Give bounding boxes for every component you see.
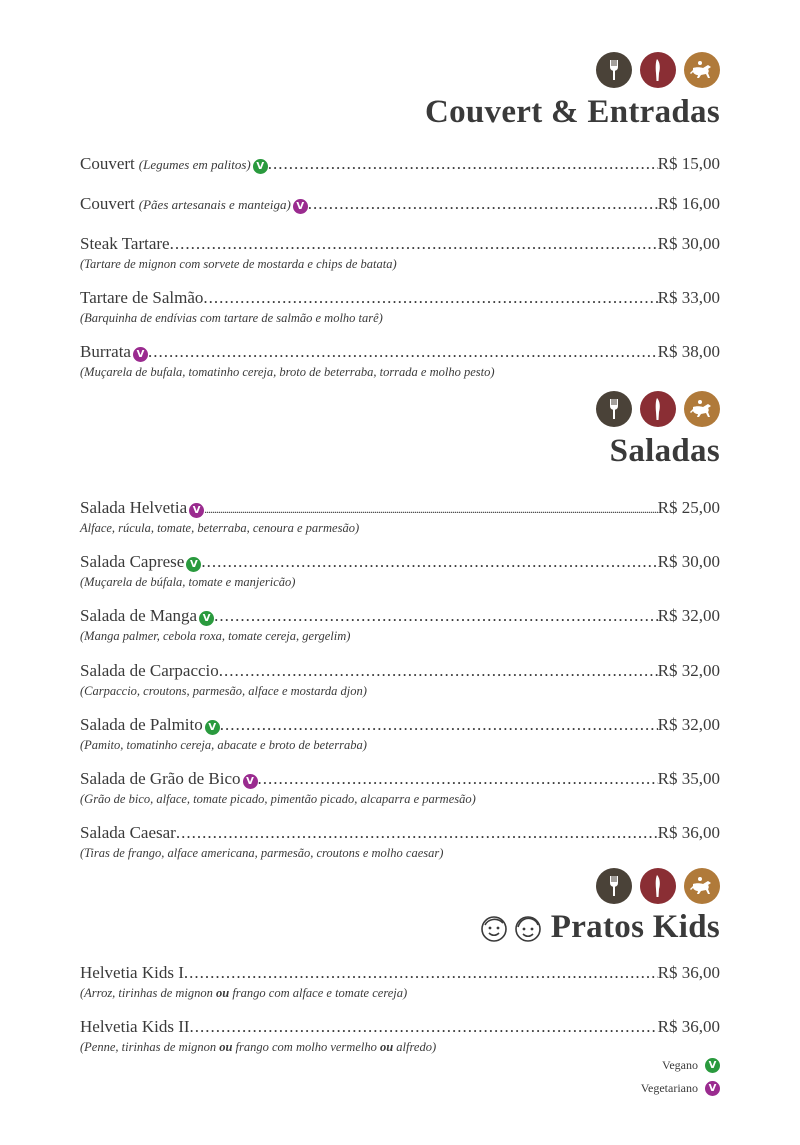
item-description: (Muçarela de bufala, tomatinho cereja, broto de beterraba, torrada e molho pesto) (80, 365, 495, 379)
legend-vegan (662, 1058, 720, 1073)
item-note: (Legumes em palitos) (138, 157, 251, 172)
item-description: (Tiras de frango, alface americana, parmesão, croutons e molho caesar) (80, 846, 444, 860)
menu-item (80, 769, 720, 807)
section-title: Couvert & Entradas (424, 94, 720, 130)
item-note: (Pães artesanais e manteiga) (138, 197, 291, 212)
item-price: R$ 30,00 (657, 552, 720, 571)
item-name: Salada Caesar (80, 823, 176, 842)
leader-dots (176, 823, 658, 843)
vegan-badge-icon: V (199, 611, 214, 626)
menu-item (80, 498, 720, 536)
vegetarian-badge-icon: V (243, 774, 258, 789)
legend-veg-label: Vegetariano (640, 1081, 698, 1095)
item-price: R$ 16,00 (657, 194, 720, 213)
leader-dots (220, 715, 658, 735)
item-name: Salada Helvetia (80, 498, 188, 517)
girl-face-icon (513, 913, 543, 943)
item-name: Helvetia Kids II (80, 1017, 190, 1036)
menu-item (80, 552, 720, 590)
horse-rider-icon (684, 868, 720, 904)
item-name: Salada Caprese (80, 552, 185, 571)
item-description: (Tartare de mignon com sorvete de mostarda e chips de batata) (80, 257, 397, 271)
desc-text: (Penne, tirinhas de mignon (80, 1040, 220, 1054)
leader-dots (203, 288, 657, 308)
boy-face-icon (479, 913, 509, 943)
knife-icon (640, 391, 676, 427)
leader-dots (308, 194, 658, 214)
item-description: (Carpaccio, croutons, parmesão, alface e mostarda djon) (80, 684, 367, 698)
item-price: R$ 32,00 (657, 715, 720, 734)
menu-item (80, 194, 720, 216)
vegan-badge-icon: V (186, 557, 201, 572)
fork-icon (596, 868, 632, 904)
section-icons-couvert (596, 52, 720, 88)
kids-faces (479, 913, 543, 943)
fork-icon (596, 52, 632, 88)
item-description: (Grão de bico, alface, tomate picado, pimentão picado, alcaparra e parmesão) (80, 792, 476, 806)
vegetarian-badge-icon: V (293, 199, 308, 214)
leader-dots (258, 769, 658, 789)
menu-item (80, 661, 720, 699)
menu-item (80, 963, 720, 1001)
item-description: (Barquinha de endívias com tartare de salmão e molho tarê) (80, 311, 383, 325)
menu-item (80, 342, 720, 380)
menu-item (80, 1017, 720, 1055)
item-price: R$ 35,00 (657, 769, 720, 788)
item-price: R$ 15,00 (657, 154, 720, 173)
menu-item (80, 288, 720, 326)
vegan-badge-icon: V (253, 159, 268, 174)
item-name: Salada de Palmito (80, 715, 203, 734)
menu-item (80, 154, 720, 176)
item-price: R$ 36,00 (657, 963, 720, 982)
desc-text: alfredo) (393, 1040, 437, 1054)
item-price: R$ 32,00 (657, 606, 720, 625)
leader-dots (268, 154, 658, 174)
legend-vegetarian (641, 1081, 720, 1096)
desc-emphasis: ou (216, 986, 230, 1000)
desc-emphasis: ou (219, 1040, 233, 1054)
knife-icon (640, 868, 676, 904)
item-name: Salada de Carpaccio (80, 661, 219, 680)
section-title-text: Pratos Kids (550, 909, 720, 945)
item-description: (Manga palmer, cebola roxa, tomate cereja, gergelim) (80, 629, 351, 643)
item-price: R$ 38,00 (657, 342, 720, 361)
item-price: R$ 32,00 (657, 661, 720, 680)
knife-icon (640, 52, 676, 88)
vegetarian-badge-icon: V (705, 1081, 720, 1096)
leader-dots (214, 606, 658, 626)
item-name: Salada de Manga (80, 606, 198, 625)
vegetarian-badge-icon: V (189, 503, 204, 518)
vegan-badge-icon: V (705, 1058, 720, 1073)
item-price: R$ 30,00 (657, 234, 720, 253)
leader-dots (201, 552, 657, 572)
menu-item (80, 234, 720, 272)
fork-icon (596, 391, 632, 427)
item-description (80, 1040, 720, 1055)
horse-rider-icon (684, 52, 720, 88)
item-price: R$ 36,00 (657, 1017, 720, 1036)
section-icons-saladas (596, 391, 720, 427)
vegan-badge-icon: V (205, 720, 220, 735)
leader-dots (184, 963, 658, 983)
menu-item (80, 606, 720, 644)
desc-text: frango com molho vermelho (232, 1040, 380, 1054)
item-price: R$ 25,00 (657, 498, 720, 517)
item-description: (Pamito, tomatinho cereja, abacate e broto de beterraba) (80, 738, 367, 752)
section-icons-kids (596, 868, 720, 904)
item-description: (Muçarela de búfala, tomate e manjericão) (80, 575, 296, 589)
desc-text: (Arroz, tirinhas de mignon (80, 986, 216, 1000)
leader-dots (148, 342, 658, 362)
horse-rider-icon (684, 391, 720, 427)
menu-item (80, 823, 720, 861)
leader-dots (204, 502, 658, 517)
menu-item (80, 715, 720, 753)
section-title (479, 909, 720, 946)
item-description (80, 986, 720, 1001)
item-name: Steak Tartare (80, 234, 170, 253)
item-price: R$ 33,00 (657, 288, 720, 307)
item-description: Alface, rúcula, tomate, beterraba, cenoura e parmesão) (80, 521, 360, 535)
item-name: Burrata (80, 342, 131, 361)
legend-vegan-label: Vegano (662, 1058, 698, 1072)
desc-text: frango com alface e tomate cereja) (229, 986, 408, 1000)
item-name: Couvert (80, 154, 135, 173)
item-name: Helvetia Kids I (80, 963, 184, 982)
item-name: Salada de Grão de Bico (80, 769, 241, 788)
item-price: R$ 36,00 (657, 823, 720, 842)
leader-dots (219, 661, 658, 681)
section-title: Saladas (609, 433, 720, 469)
leader-dots (190, 1017, 658, 1037)
desc-emphasis: ou (379, 1040, 394, 1054)
vegetarian-badge-icon: V (133, 347, 148, 362)
leader-dots (170, 234, 658, 254)
item-name: Couvert (80, 194, 135, 213)
item-name: Tartare de Salmão (80, 288, 204, 307)
